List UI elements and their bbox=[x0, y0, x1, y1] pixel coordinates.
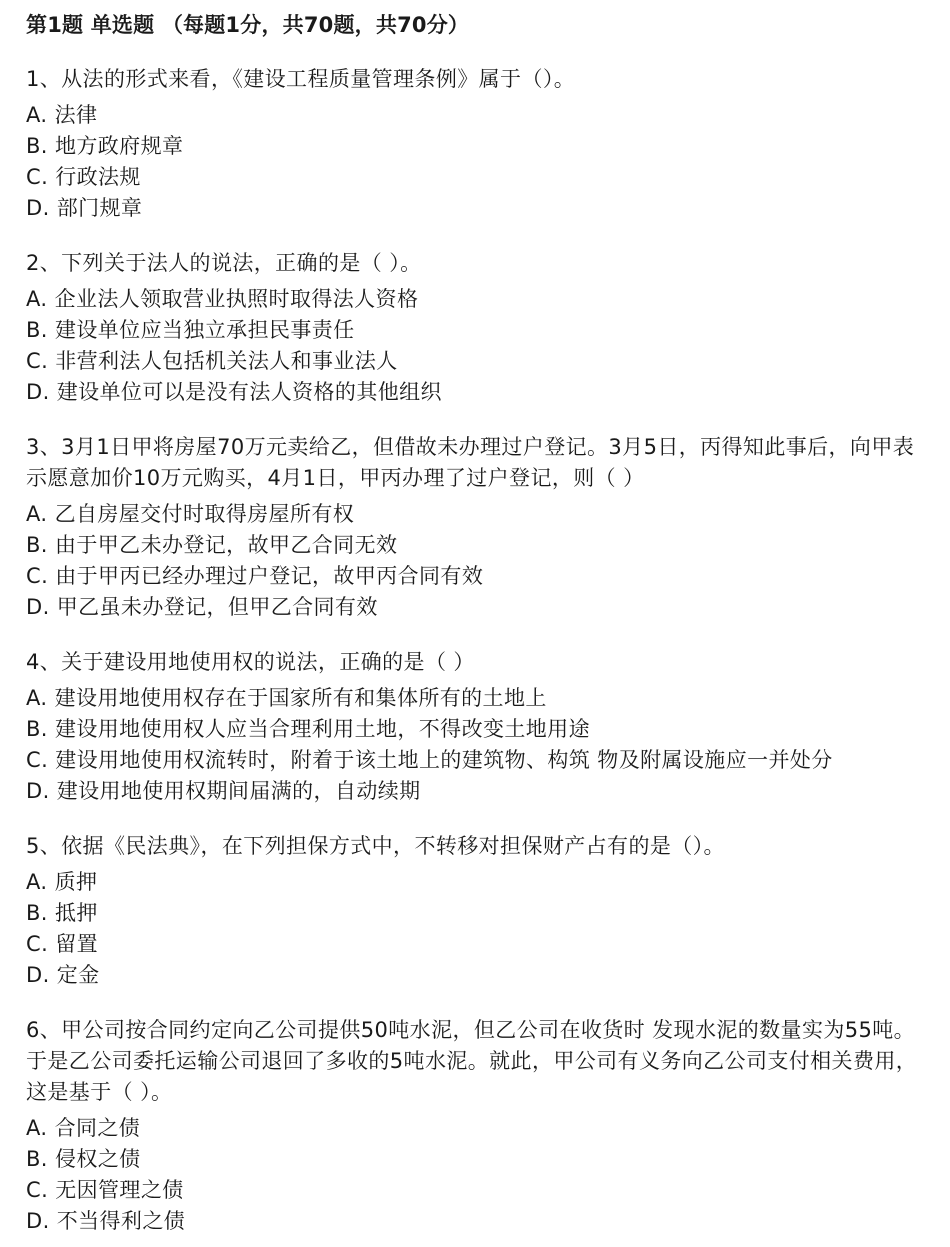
option-letter: B. bbox=[26, 533, 48, 557]
question-1 bbox=[26, 64, 926, 224]
option-d[interactable] bbox=[26, 776, 926, 807]
question-stem: 4、关于建设用地使用权的说法，正确的是（ ） bbox=[26, 650, 475, 674]
option-c[interactable] bbox=[26, 745, 926, 776]
question-stem: 1、从法的形式来看，《建设工程质量管理条例》属于（）。 bbox=[26, 67, 576, 91]
option-letter: C. bbox=[26, 1178, 49, 1202]
option-list bbox=[26, 284, 926, 408]
option-letter: B. bbox=[26, 1147, 48, 1171]
option-text: 定金 bbox=[56, 963, 100, 987]
option-a[interactable] bbox=[26, 100, 926, 131]
option-a[interactable] bbox=[26, 867, 926, 898]
question-5 bbox=[26, 831, 926, 991]
option-d[interactable] bbox=[26, 960, 926, 991]
option-letter: D. bbox=[26, 963, 50, 987]
option-letter: D. bbox=[26, 380, 50, 404]
option-c[interactable] bbox=[26, 162, 926, 193]
option-b[interactable] bbox=[26, 530, 926, 561]
option-a[interactable] bbox=[26, 284, 926, 315]
option-list bbox=[26, 100, 926, 224]
option-text: 质押 bbox=[54, 870, 98, 894]
option-text: 建设用地使用权人应当合理利用土地，不得改变土地用途 bbox=[54, 717, 590, 741]
option-a[interactable] bbox=[26, 683, 926, 714]
option-text: 乙自房屋交付时取得房屋所有权 bbox=[54, 502, 355, 526]
option-letter: B. bbox=[26, 717, 48, 741]
option-text: 由于甲丙已经办理过户登记，故甲丙合同有效 bbox=[55, 564, 484, 588]
option-text: 建设用地使用权存在于国家所有和集体所有的土地上 bbox=[54, 686, 547, 710]
option-text: 法律 bbox=[54, 103, 98, 127]
option-letter: A. bbox=[26, 870, 48, 894]
question-3 bbox=[26, 432, 926, 623]
option-text: 部门规章 bbox=[56, 196, 143, 220]
option-letter: B. bbox=[26, 901, 48, 925]
option-text: 由于甲乙未办登记，故甲乙合同无效 bbox=[54, 533, 398, 557]
option-text: 建设单位应当独立承担民事责任 bbox=[54, 318, 355, 342]
option-d[interactable] bbox=[26, 377, 926, 408]
option-text: 抵押 bbox=[54, 901, 98, 925]
option-b[interactable] bbox=[26, 898, 926, 929]
option-text: 建设单位可以是没有法人资格的其他组织 bbox=[56, 380, 442, 404]
option-letter: C. bbox=[26, 349, 49, 373]
option-text: 留置 bbox=[55, 932, 99, 956]
question-2 bbox=[26, 248, 926, 408]
option-b[interactable] bbox=[26, 131, 926, 162]
option-c[interactable] bbox=[26, 1175, 926, 1206]
option-d[interactable] bbox=[26, 592, 926, 623]
option-letter: A. bbox=[26, 686, 48, 710]
option-letter: D. bbox=[26, 595, 50, 619]
option-c[interactable] bbox=[26, 346, 926, 377]
option-d[interactable] bbox=[26, 1206, 926, 1237]
option-c[interactable] bbox=[26, 929, 926, 960]
option-list bbox=[26, 499, 926, 623]
option-text: 建设用地使用权期间届满的，自动续期 bbox=[56, 779, 421, 803]
option-letter: C. bbox=[26, 165, 49, 189]
option-letter: B. bbox=[26, 318, 48, 342]
option-text: 侵权之债 bbox=[54, 1147, 141, 1171]
question-stem: 3、3月1日甲将房屋70万元卖给乙，但借故未办理过户登记。3月5日，丙得知此事后，向甲表示愿意加价10万元购买，4月1日，甲丙办理了过户登记，则（ ） bbox=[26, 435, 915, 490]
option-letter: C. bbox=[26, 564, 49, 588]
question-stem: 5、依据《民法典》，在下列担保方式中，不转移对担保财产占有的是（）。 bbox=[26, 834, 725, 858]
option-letter: D. bbox=[26, 196, 50, 220]
option-letter: C. bbox=[26, 932, 49, 956]
option-text: 地方政府规章 bbox=[54, 134, 184, 158]
option-a[interactable] bbox=[26, 499, 926, 530]
option-letter: D. bbox=[26, 779, 50, 803]
option-c[interactable] bbox=[26, 561, 926, 592]
option-text: 无因管理之债 bbox=[55, 1178, 184, 1202]
option-text: 企业法人领取营业执照时取得法人资格 bbox=[54, 287, 419, 311]
option-text: 行政法规 bbox=[55, 165, 141, 189]
section-title: 第1题 单选题 （每题1分，共70题，共70分） bbox=[26, 13, 470, 37]
option-letter: A. bbox=[26, 287, 48, 311]
option-text: 建设用地使用权流转时，附着于该土地上的建筑物、构筑 物及附属设施应一并处分 bbox=[55, 748, 833, 772]
option-b[interactable] bbox=[26, 315, 926, 346]
question-6 bbox=[26, 1015, 926, 1237]
option-letter: A. bbox=[26, 103, 48, 127]
question-stem: 6、甲公司按合同约定向乙公司提供50吨水泥，但乙公司在收货时 发现水泥的数量实为55吨。于是乙公司委托运输公司退回了多收的5吨水泥。就此，甲公司有义务向乙公司支付相关费用， 这是基于（ ）。 bbox=[26, 1018, 918, 1104]
option-b[interactable] bbox=[26, 714, 926, 745]
option-text: 甲乙虽未办登记，但甲乙合同有效 bbox=[56, 595, 378, 619]
option-b[interactable] bbox=[26, 1144, 926, 1175]
option-letter: D. bbox=[26, 1209, 50, 1233]
option-letter: A. bbox=[26, 502, 48, 526]
option-d[interactable] bbox=[26, 193, 926, 224]
option-text: 不当得利之债 bbox=[56, 1209, 186, 1233]
option-text: 合同之债 bbox=[54, 1116, 141, 1140]
option-letter: B. bbox=[26, 134, 48, 158]
option-a[interactable] bbox=[26, 1113, 926, 1144]
option-letter: A. bbox=[26, 1116, 48, 1140]
option-list bbox=[26, 1113, 926, 1237]
option-text: 非营利法人包括机关法人和事业法人 bbox=[55, 349, 398, 373]
question-4 bbox=[26, 647, 926, 807]
option-list bbox=[26, 683, 926, 807]
question-stem: 2、下列关于法人的说法，正确的是（ ）。 bbox=[26, 251, 422, 275]
option-letter: C. bbox=[26, 748, 49, 772]
option-list bbox=[26, 867, 926, 991]
